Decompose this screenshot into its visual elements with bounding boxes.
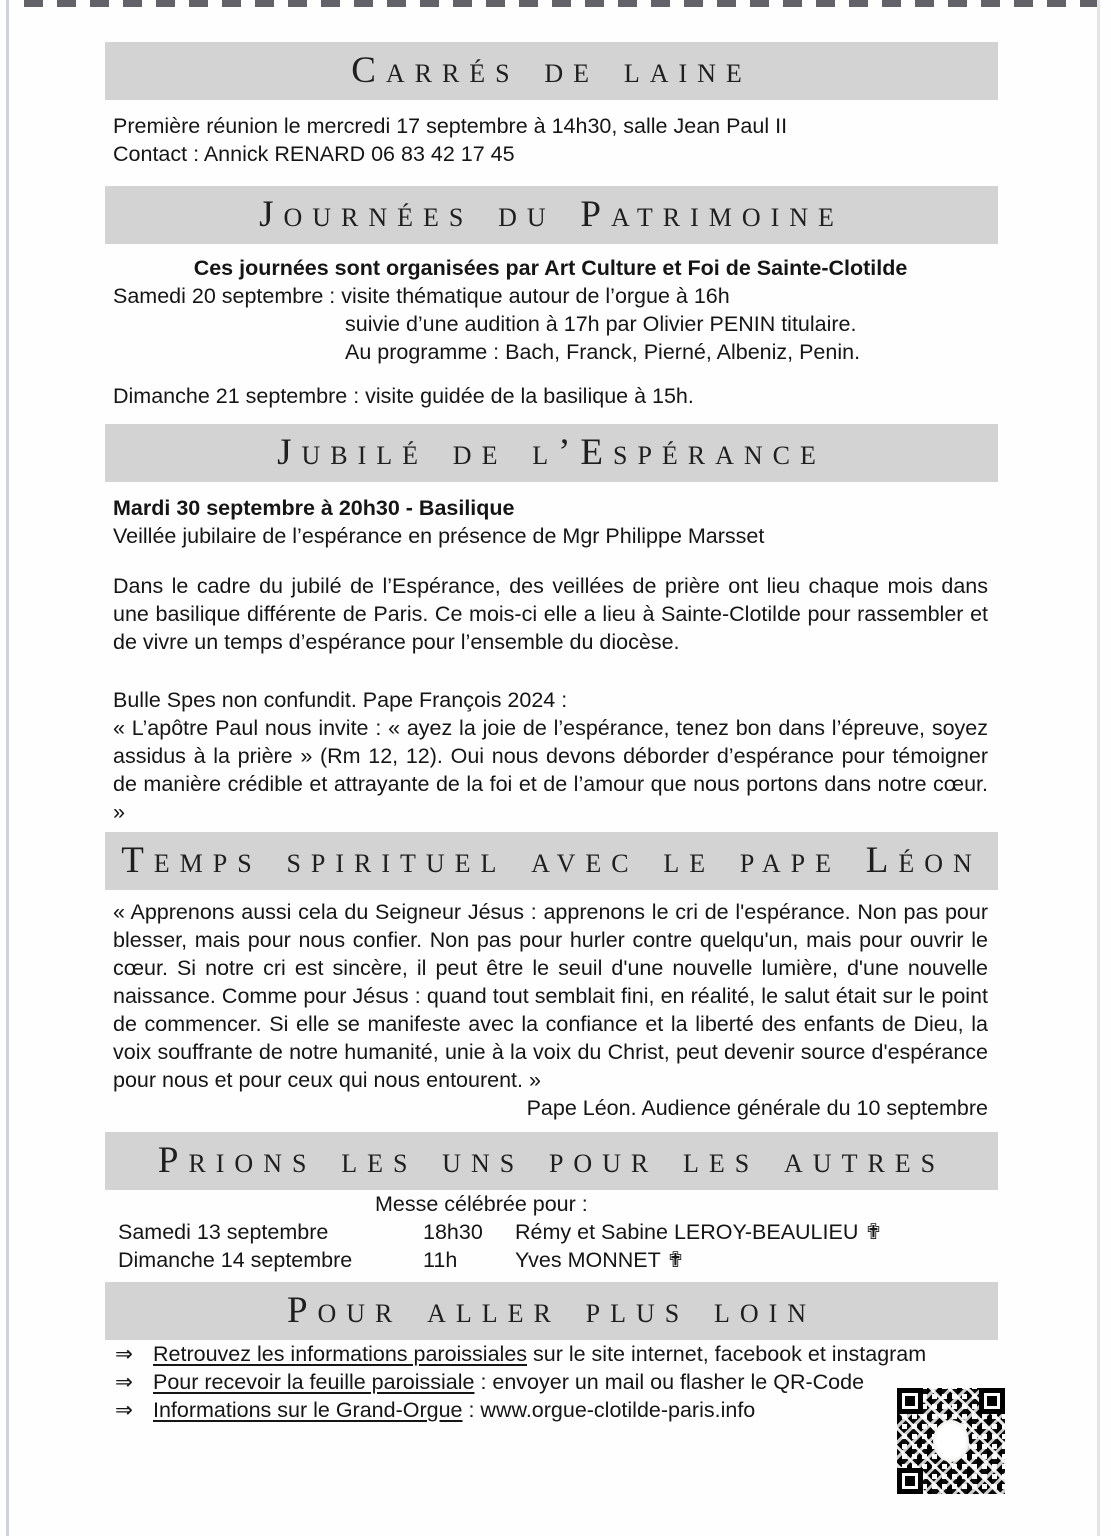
grand-orgue-link[interactable]: Informations sur le Grand-Orgue bbox=[153, 1398, 463, 1422]
mass-intention-name: Yves MONNET ✟ bbox=[515, 1248, 685, 1272]
further-info-text bbox=[153, 1368, 864, 1396]
further-info-rest: sur le site internet, facebook et instagram bbox=[527, 1342, 927, 1366]
section-header-temps-spirituel: Temps spirituel avec le pape Léon bbox=[105, 832, 998, 890]
mass-intro-line: Messe célébrée pour : bbox=[375, 1192, 588, 1216]
section-header-jubile-esperance: Jubilé de l’Espérance bbox=[105, 424, 998, 482]
patrimoine-sunday-line: Dimanche 21 septembre : visite guidée de la basilique à 15h. bbox=[113, 384, 694, 408]
section-header-prions: Prions les uns pour les autres bbox=[105, 1132, 998, 1190]
page-right-border bbox=[1097, 0, 1100, 1536]
further-info-item bbox=[105, 1340, 998, 1368]
section-header-pour-aller-plus-loin: Pour aller plus loin bbox=[105, 1282, 998, 1340]
qr-code bbox=[895, 1386, 1007, 1496]
qr-finder-top-right bbox=[979, 1388, 1005, 1414]
jubile-paragraph: Dans le cadre du jubilé de l’Espérance, des veillées de prière ont lieu chaque mois dans une basilique différente de Paris. Ce mois-ci elle a lieu à Sainte-Clotilde pour rassembler et de vivre un temps d’espérance pour l’ensemble du diocèse. bbox=[113, 574, 988, 654]
pope-quote-attribution: Pape Léon. Audience générale du 10 septembre bbox=[526, 1096, 988, 1120]
further-info-text bbox=[153, 1396, 755, 1424]
carres-meeting-line: Première réunion le mercredi 17 septembre à 14h30, salle Jean Paul II bbox=[113, 114, 788, 138]
mass-time: 18h30 bbox=[423, 1220, 483, 1244]
further-info-item bbox=[105, 1396, 998, 1424]
qr-finder-top-left bbox=[897, 1388, 923, 1414]
mass-intention-name: Rémy et Sabine LEROY-BEAULIEU ✟ bbox=[515, 1220, 883, 1244]
further-info-text bbox=[153, 1340, 926, 1368]
mass-date: Samedi 13 septembre bbox=[118, 1220, 329, 1244]
carres-contact-line: Contact : Annick RENARD 06 83 42 17 45 bbox=[113, 142, 515, 166]
patrimoine-intro: Ces journées sont organisées par Art Culture et Foi de Sainte-Clotilde bbox=[193, 256, 908, 280]
patrimoine-program-line: Au programme : Bach, Franck, Pierné, Albeniz, Penin. bbox=[345, 340, 861, 364]
jubile-veillee-line: Veillée jubilaire de l’espérance en présence de Mgr Philippe Marsset bbox=[113, 524, 765, 548]
section-header-carres-de-laine: Carrés de laine bbox=[105, 42, 998, 100]
page-left-border bbox=[6, 0, 9, 1536]
qr-finder-bottom-left bbox=[897, 1468, 923, 1494]
newsletter-content bbox=[105, 0, 998, 1424]
arrow-icon: ⇒ bbox=[115, 1342, 134, 1366]
newsletter-subscribe-link[interactable]: Pour recevoir la feuille paroissiale bbox=[153, 1370, 475, 1394]
mass-row bbox=[105, 1218, 998, 1246]
section-header-journees-du-patrimoine: Journées du Patrimoine bbox=[105, 186, 998, 244]
mass-time: 11h bbox=[423, 1248, 458, 1272]
patrimoine-audition-line: suivie d’une audition à 17h par Olivier PENIN titulaire. bbox=[345, 312, 857, 336]
further-info-item bbox=[105, 1368, 998, 1396]
mass-row bbox=[105, 1246, 998, 1274]
further-info-rest: : envoyer un mail ou flasher le QR-Code bbox=[474, 1370, 865, 1394]
further-info-rest: : www.orgue-clotilde-paris.info bbox=[462, 1398, 756, 1422]
arrow-icon: ⇒ bbox=[115, 1370, 134, 1394]
mass-date: Dimanche 14 septembre bbox=[118, 1248, 353, 1272]
patrimoine-saturday-line: Samedi 20 septembre : visite thématique autour de l’orgue à 16h bbox=[113, 284, 730, 308]
jubile-date-line: Mardi 30 septembre à 20h30 - Basilique bbox=[113, 496, 515, 520]
qr-center-logo bbox=[933, 1420, 969, 1462]
jubile-bulle-line: Bulle Spes non confundit. Pape François 2024 : bbox=[113, 688, 568, 712]
jubile-quote-paragraph: « L’apôtre Paul nous invite : « ayez la joie de l’espérance, tenez bon dans l’épreuve, soyez assidus à la prière » (Rm 12, 12). Oui nous devons déborder d’espérance pour témoigner de manière crédible et attrayante de la foi et de l’amour que nous portons dans notre cœur. » bbox=[113, 716, 988, 824]
parish-info-link[interactable]: Retrouvez les informations paroissiales bbox=[153, 1342, 528, 1366]
pope-quote-paragraph: « Apprenons aussi cela du Seigneur Jésus : apprenons le cri de l'espérance. Non pas pour blesser, mais pour nous confier. Non pas pour hurler contre quelqu'un, mais pour ouvrir le cœur. Si notre cri est sincère, il peut être le seuil d'une nouvelle lumière, d'une nouvelle naissance. Comme pour Jésus : quand tout semblait fini, en réalité, le salut était sur le point de commencer. Si elle se manifeste avec la confiance et la liberté des enfants de Dieu, la voix souffrante de notre humanité, unie à la voix du Christ, peut devenir source d'espérance pour nous et pour ceux qui nous entourent. » bbox=[113, 900, 988, 1092]
arrow-icon: ⇒ bbox=[115, 1398, 134, 1422]
